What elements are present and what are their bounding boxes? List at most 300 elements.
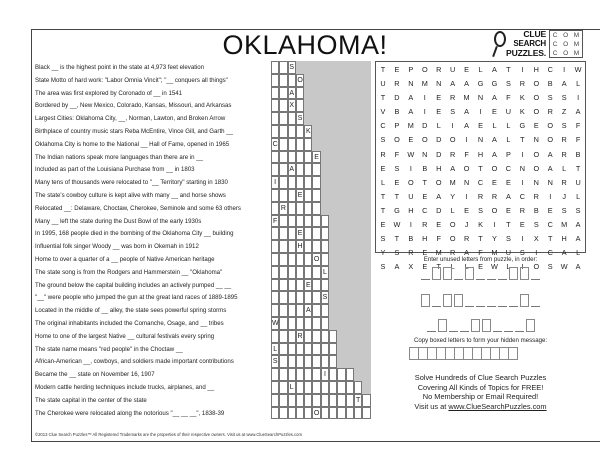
word-search-letter[interactable]: I xyxy=(493,220,496,230)
crossword-cell[interactable] xyxy=(279,61,287,74)
boxed-letter-input[interactable] xyxy=(438,319,447,332)
crossword-cell[interactable] xyxy=(296,151,304,164)
crossword-cell[interactable] xyxy=(329,407,337,420)
word-search-letter[interactable]: L xyxy=(464,262,469,272)
word-search-letter[interactable]: C xyxy=(519,191,525,201)
crossword-cell[interactable] xyxy=(279,151,287,164)
crossword-cell[interactable] xyxy=(279,125,287,138)
word-search-letter[interactable]: U xyxy=(380,79,386,89)
word-search-letter[interactable]: D xyxy=(436,205,442,215)
word-search-letter[interactable]: R xyxy=(436,65,442,74)
word-search-letter[interactable]: T xyxy=(506,220,511,230)
crossword-cell[interactable] xyxy=(279,74,287,87)
word-search-letter[interactable]: S xyxy=(547,262,553,272)
word-search-letter[interactable]: M xyxy=(407,121,414,131)
word-search-letter[interactable]: I xyxy=(535,248,538,258)
crossword-cell[interactable]: T xyxy=(354,394,362,407)
crossword-cell[interactable] xyxy=(271,227,279,240)
clue-search-logo[interactable] xyxy=(494,30,586,60)
word-search-letter[interactable]: A xyxy=(492,93,497,103)
word-search-letter[interactable]: O xyxy=(449,135,456,145)
word-search-letter[interactable]: A xyxy=(575,262,581,272)
crossword-cell[interactable] xyxy=(296,343,304,356)
crossword-cell[interactable] xyxy=(346,394,354,407)
crossword-cell[interactable] xyxy=(288,266,296,279)
crossword-cell[interactable] xyxy=(321,240,329,253)
word-search-letter[interactable]: A xyxy=(464,79,470,89)
word-search-letter[interactable]: F xyxy=(575,135,581,145)
word-search-letter[interactable]: H xyxy=(408,205,414,215)
word-search-letter[interactable]: I xyxy=(409,163,412,173)
word-search-letter[interactable]: C xyxy=(547,65,553,74)
word-search-letter[interactable]: D xyxy=(422,121,428,131)
crossword-cell[interactable] xyxy=(288,176,296,189)
word-search-letter[interactable]: K xyxy=(519,107,525,117)
crossword-cell[interactable] xyxy=(288,151,296,164)
word-search-letter[interactable]: T xyxy=(380,191,386,201)
crossword-cell[interactable] xyxy=(362,394,370,407)
word-search-letter[interactable]: S xyxy=(478,205,483,215)
word-search-letter[interactable]: O xyxy=(533,93,540,103)
word-search-letter[interactable]: R xyxy=(394,79,400,89)
crossword-cell[interactable]: H xyxy=(296,240,304,253)
crossword-cell[interactable]: O xyxy=(296,74,304,87)
crossword-cell[interactable] xyxy=(296,407,304,420)
crossword-cell[interactable]: X xyxy=(288,99,296,112)
word-search-letter[interactable]: R xyxy=(561,135,567,145)
word-search-letter[interactable]: S xyxy=(561,205,567,215)
word-search-letter[interactable]: H xyxy=(561,234,567,244)
word-search-letter[interactable]: A xyxy=(408,107,414,117)
word-search-letter[interactable]: Y xyxy=(492,234,497,244)
crossword-cell[interactable] xyxy=(354,407,362,420)
crossword-cell[interactable] xyxy=(296,138,304,151)
letter-blank-input[interactable] xyxy=(465,294,474,307)
crossword-cell[interactable] xyxy=(312,381,320,394)
word-search-letter[interactable]: I xyxy=(423,107,426,117)
word-search-letter[interactable]: O xyxy=(394,135,400,145)
letter-blank-input[interactable] xyxy=(421,267,430,280)
word-search-letter[interactable]: E xyxy=(408,135,414,145)
crossword-cell[interactable] xyxy=(279,87,287,100)
word-search-letter[interactable]: O xyxy=(533,107,540,117)
boxed-letter-input[interactable] xyxy=(520,267,529,280)
word-search-letter[interactable]: A xyxy=(450,163,456,173)
crossword-cell[interactable] xyxy=(321,394,329,407)
word-search-letter[interactable]: G xyxy=(477,79,484,89)
crossword-cell[interactable] xyxy=(321,279,329,292)
crossword-cell[interactable] xyxy=(304,266,312,279)
word-search-letter[interactable]: F xyxy=(464,149,469,159)
crossword-cell[interactable]: A xyxy=(304,304,312,317)
crossword-cell[interactable] xyxy=(321,227,329,240)
word-search-letter[interactable]: I xyxy=(521,65,524,74)
word-search-letter[interactable]: A xyxy=(547,163,553,173)
crossword-cell[interactable] xyxy=(296,125,304,138)
crossword-cell[interactable] xyxy=(329,381,337,394)
crossword-cell[interactable] xyxy=(296,355,304,368)
word-search-letter[interactable]: E xyxy=(492,177,497,187)
crossword-cell[interactable] xyxy=(329,330,337,343)
crossword-cell[interactable] xyxy=(312,330,320,343)
crossword-cell[interactable] xyxy=(288,368,296,381)
word-search-letter[interactable]: S xyxy=(519,248,525,258)
word-search-letter[interactable]: F xyxy=(506,93,511,103)
word-search-letter[interactable]: A xyxy=(561,79,567,89)
word-search-letter[interactable]: H xyxy=(422,234,428,244)
crossword-cell[interactable] xyxy=(312,240,320,253)
word-search-letter[interactable]: E xyxy=(394,177,400,187)
word-search-letter[interactable]: O xyxy=(533,149,540,159)
crossword-cell[interactable] xyxy=(304,407,312,420)
crossword-cell[interactable] xyxy=(329,368,337,381)
crossword-cell[interactable] xyxy=(279,253,287,266)
crossword-cell[interactable] xyxy=(279,304,287,317)
crossword-cell[interactable] xyxy=(279,330,287,343)
word-search-letter[interactable]: O xyxy=(463,163,470,173)
word-search-letter[interactable]: S xyxy=(575,205,581,215)
crossword-cell[interactable] xyxy=(279,227,287,240)
word-search-letter[interactable]: E xyxy=(505,205,511,215)
crossword-cell[interactable] xyxy=(288,291,296,304)
word-search-letter[interactable]: E xyxy=(436,93,442,103)
word-search-letter[interactable]: N xyxy=(533,177,539,187)
boxed-letter-input[interactable] xyxy=(465,267,474,280)
crossword-cell[interactable] xyxy=(271,189,279,202)
word-search-letter[interactable]: V xyxy=(380,107,386,117)
crossword-cell[interactable] xyxy=(288,279,296,292)
word-search-letter[interactable]: S xyxy=(505,79,511,89)
word-search-letter[interactable]: R xyxy=(463,234,470,244)
letter-blank-input[interactable] xyxy=(498,294,507,307)
website-link[interactable]: www.ClueSearchPuzzles.com xyxy=(448,401,547,411)
word-search-letter[interactable]: P xyxy=(394,121,400,131)
crossword-cell[interactable] xyxy=(279,138,287,151)
word-search-letter[interactable]: R xyxy=(450,149,456,159)
word-search-letter[interactable]: N xyxy=(436,79,442,89)
letter-blank-input[interactable] xyxy=(515,319,524,332)
word-search-letter[interactable]: E xyxy=(394,65,400,74)
crossword-cell[interactable] xyxy=(321,407,329,420)
crossword-cell[interactable] xyxy=(296,253,304,266)
word-search-letter[interactable]: R xyxy=(561,177,567,187)
word-search-letter[interactable]: R xyxy=(519,205,525,215)
word-search-letter[interactable]: S xyxy=(380,262,386,272)
word-search-letter[interactable]: I xyxy=(451,121,454,131)
word-search-letter[interactable]: M xyxy=(491,248,498,258)
crossword-cell[interactable] xyxy=(296,381,304,394)
crossword-cell[interactable] xyxy=(288,125,296,138)
crossword-cell[interactable] xyxy=(312,317,320,330)
letter-blank-input[interactable] xyxy=(460,319,469,332)
word-search-letter[interactable]: N xyxy=(477,93,484,103)
crossword-cell[interactable] xyxy=(288,138,296,151)
crossword-cell[interactable]: A xyxy=(288,163,296,176)
word-search-letter[interactable]: S xyxy=(561,93,567,103)
word-search-letter[interactable]: T xyxy=(394,234,400,244)
word-search-letter[interactable]: L xyxy=(576,248,581,258)
crossword-cell[interactable] xyxy=(279,112,287,125)
crossword-cell[interactable] xyxy=(271,266,279,279)
word-search-letter[interactable]: E xyxy=(380,220,386,230)
word-search-letter[interactable]: F xyxy=(575,121,581,131)
word-search-letter[interactable]: R xyxy=(422,220,428,230)
crossword-cell[interactable] xyxy=(279,215,287,228)
word-search-letter[interactable]: K xyxy=(478,220,483,230)
crossword-cell[interactable] xyxy=(312,394,320,407)
crossword-cell[interactable] xyxy=(346,407,354,420)
boxed-letter-input[interactable] xyxy=(443,294,452,307)
crossword-cell[interactable] xyxy=(312,202,320,215)
word-search-letter[interactable]: E xyxy=(422,248,428,258)
crossword-cell[interactable] xyxy=(279,291,287,304)
crossword-cell[interactable] xyxy=(329,394,337,407)
word-search-letter[interactable]: N xyxy=(533,135,539,145)
crossword-cell[interactable] xyxy=(304,355,312,368)
word-search-letter[interactable]: A xyxy=(492,135,497,145)
crossword-cell[interactable]: F xyxy=(271,215,279,228)
letter-blank-input[interactable] xyxy=(476,294,485,307)
crossword-cell[interactable] xyxy=(304,138,312,151)
word-search-letter[interactable]: E xyxy=(478,262,483,272)
word-search-letter[interactable]: T xyxy=(380,205,386,215)
word-search-letter[interactable]: X xyxy=(533,234,539,244)
crossword-cell[interactable]: S xyxy=(271,355,279,368)
word-search-letter[interactable]: E xyxy=(505,177,511,187)
word-search-letter[interactable]: N xyxy=(463,177,470,187)
crossword-cell[interactable] xyxy=(271,87,279,100)
word-search-letter[interactable]: M xyxy=(463,93,470,103)
crossword-cell[interactable]: S xyxy=(288,61,296,74)
word-search-letter[interactable]: B xyxy=(547,79,553,89)
word-search-letter[interactable]: O xyxy=(408,177,414,187)
word-search-letter[interactable]: A xyxy=(464,248,470,258)
crossword-cell[interactable] xyxy=(288,407,296,420)
crossword-cell[interactable] xyxy=(362,407,370,420)
crossword-cell[interactable] xyxy=(288,253,296,266)
boxed-letter-input[interactable] xyxy=(421,294,430,307)
crossword-cell[interactable] xyxy=(337,407,345,420)
letter-blank-input[interactable] xyxy=(432,294,441,307)
word-search-letter[interactable]: C xyxy=(380,121,386,131)
crossword-cell[interactable] xyxy=(296,304,304,317)
word-search-letter[interactable]: I xyxy=(563,65,566,74)
word-search-letter[interactable]: A xyxy=(436,191,442,201)
word-search-letter[interactable]: N xyxy=(477,135,484,145)
letter-blank-input[interactable] xyxy=(531,294,540,307)
crossword-cell[interactable] xyxy=(346,381,354,394)
word-search-letter[interactable]: B xyxy=(533,205,539,215)
word-search-letter[interactable]: H xyxy=(533,65,539,74)
crossword-cell[interactable] xyxy=(296,163,304,176)
crossword-cell[interactable] xyxy=(329,355,337,368)
crossword-cell[interactable] xyxy=(321,253,329,266)
word-search-letter[interactable]: E xyxy=(464,205,470,215)
word-search-letter[interactable]: T xyxy=(520,135,525,145)
crossword-cell[interactable]: L xyxy=(321,266,329,279)
word-search-letter[interactable]: E xyxy=(519,220,525,230)
word-search-letter[interactable]: R xyxy=(380,149,386,159)
word-search-letter[interactable]: R xyxy=(450,93,456,103)
word-search-letter[interactable]: A xyxy=(464,107,470,117)
crossword-cell[interactable]: W xyxy=(271,317,279,330)
boxed-letter-input[interactable] xyxy=(432,267,441,280)
crossword-cell[interactable] xyxy=(271,61,279,74)
word-search-letter[interactable]: A xyxy=(505,191,511,201)
crossword-cell[interactable] xyxy=(279,176,287,189)
word-search-letter[interactable]: F xyxy=(394,149,400,159)
crossword-cell[interactable] xyxy=(296,394,304,407)
word-search-letter[interactable]: H xyxy=(477,149,484,159)
word-search-letter[interactable]: E xyxy=(533,121,539,131)
crossword-cell[interactable] xyxy=(288,227,296,240)
crossword-cell[interactable] xyxy=(279,355,287,368)
crossword-cell[interactable] xyxy=(321,215,329,228)
crossword-cell[interactable] xyxy=(271,330,279,343)
word-search-letter[interactable]: M xyxy=(421,79,428,89)
crossword-cell[interactable] xyxy=(271,74,279,87)
word-search-letter[interactable]: A xyxy=(492,149,497,159)
word-search-letter[interactable]: B xyxy=(408,234,414,244)
crossword-cell[interactable] xyxy=(279,343,287,356)
word-search-letter[interactable]: C xyxy=(505,163,512,173)
crossword-cell[interactable] xyxy=(312,355,320,368)
word-search-letter[interactable]: A xyxy=(492,65,497,74)
word-search-letter[interactable]: B xyxy=(575,149,581,159)
word-search-letter[interactable]: A xyxy=(408,93,414,103)
word-search-letter[interactable]: U xyxy=(505,248,512,258)
crossword-cell[interactable] xyxy=(321,381,329,394)
word-search-letter[interactable]: O xyxy=(491,163,498,173)
boxed-letter-input[interactable] xyxy=(482,319,491,332)
word-search-letter[interactable]: T xyxy=(506,65,511,74)
word-search-letter[interactable]: S xyxy=(394,163,400,173)
crossword-cell[interactable] xyxy=(271,279,279,292)
crossword-cell[interactable] xyxy=(312,176,320,189)
word-search-letter[interactable]: O xyxy=(449,220,456,230)
crossword-cell[interactable]: R xyxy=(279,202,287,215)
crossword-cell[interactable] xyxy=(304,189,312,202)
boxed-letter-input[interactable] xyxy=(454,294,463,307)
crossword-cell[interactable]: R xyxy=(296,330,304,343)
crossword-cell[interactable] xyxy=(296,317,304,330)
word-search-letter[interactable]: T xyxy=(380,93,386,103)
word-search-letter[interactable]: O xyxy=(547,135,554,145)
word-search-letter[interactable]: L xyxy=(478,65,483,74)
crossword-cell[interactable]: O xyxy=(312,407,320,420)
crossword-cell[interactable] xyxy=(288,189,296,202)
crossword-cell[interactable] xyxy=(296,176,304,189)
boxed-letter-input[interactable] xyxy=(526,319,535,332)
crossword-cell[interactable] xyxy=(321,343,329,356)
word-search-letter[interactable]: C xyxy=(477,177,484,187)
word-search-letter[interactable]: E xyxy=(436,220,442,230)
word-search-letter[interactable]: A xyxy=(547,149,553,159)
crossword-cell[interactable] xyxy=(304,291,312,304)
crossword-cell[interactable] xyxy=(288,355,296,368)
word-search-letter[interactable]: L xyxy=(562,163,567,173)
crossword-cell[interactable]: S xyxy=(321,291,329,304)
crossword-cell[interactable] xyxy=(304,176,312,189)
word-search-letter[interactable]: S xyxy=(561,121,567,131)
crossword-cell[interactable]: I xyxy=(321,368,329,381)
word-search-letter[interactable]: O xyxy=(421,65,428,74)
crossword-cell[interactable] xyxy=(279,368,287,381)
crossword-cell[interactable] xyxy=(312,189,320,202)
crossword-cell[interactable] xyxy=(312,343,320,356)
crossword-cell[interactable] xyxy=(296,291,304,304)
word-search-letter[interactable]: I xyxy=(521,177,524,187)
crossword-cell[interactable] xyxy=(279,394,287,407)
crossword-cell[interactable]: K xyxy=(304,125,312,138)
word-search-letter[interactable]: S xyxy=(450,107,456,117)
crossword-cell[interactable] xyxy=(304,227,312,240)
word-search-letter[interactable]: O xyxy=(547,121,554,131)
crossword-cell[interactable] xyxy=(288,343,296,356)
word-search-letter[interactable]: O xyxy=(449,234,456,244)
word-search-letter[interactable]: E xyxy=(492,107,497,117)
word-search-letter[interactable]: W xyxy=(393,220,401,230)
word-search-letter[interactable]: E xyxy=(478,121,483,131)
crossword-cell[interactable] xyxy=(279,407,287,420)
crossword-cell[interactable] xyxy=(279,317,287,330)
crossword-cell[interactable] xyxy=(271,99,279,112)
word-search-letter[interactable]: T xyxy=(436,262,441,272)
crossword-cell[interactable] xyxy=(304,330,312,343)
crossword-cell[interactable] xyxy=(288,215,296,228)
crossword-cell[interactable] xyxy=(337,381,345,394)
crossword-cell[interactable] xyxy=(271,304,279,317)
word-search-letter[interactable]: I xyxy=(521,149,524,159)
crossword-cell[interactable]: A xyxy=(288,87,296,100)
letter-blank-input[interactable] xyxy=(427,319,436,332)
word-search-letter[interactable]: G xyxy=(491,79,498,89)
crossword-cell[interactable] xyxy=(296,215,304,228)
crossword-cell[interactable] xyxy=(312,291,320,304)
word-search-letter[interactable]: S xyxy=(505,234,511,244)
crossword-cell[interactable] xyxy=(312,215,320,228)
word-search-letter[interactable]: P xyxy=(505,149,511,159)
crossword-cell[interactable]: E xyxy=(312,151,320,164)
crossword-cell[interactable] xyxy=(279,163,287,176)
crossword-cell[interactable]: C xyxy=(271,138,279,151)
word-search-letter[interactable]: G xyxy=(394,205,400,215)
crossword-cell[interactable] xyxy=(288,394,296,407)
letter-blank-input[interactable] xyxy=(509,294,518,307)
word-search-letter[interactable]: D xyxy=(436,149,442,159)
word-search-letter[interactable]: S xyxy=(394,248,400,258)
word-search-letter[interactable]: O xyxy=(491,205,498,215)
word-search-letter[interactable]: S xyxy=(380,135,386,145)
word-search-letter[interactable]: I xyxy=(409,220,412,230)
word-search-letter[interactable]: Y xyxy=(380,248,386,258)
word-search-letter[interactable]: Y xyxy=(450,191,456,201)
word-search-letter[interactable]: B xyxy=(422,163,428,173)
word-search-letter[interactable]: E xyxy=(422,191,428,201)
crossword-cell[interactable] xyxy=(288,317,296,330)
word-search-letter[interactable]: A xyxy=(450,79,456,89)
word-search-letter[interactable]: N xyxy=(408,79,414,89)
word-search-letter[interactable]: R xyxy=(519,79,525,89)
word-search-letter[interactable]: A xyxy=(575,234,581,244)
word-search-letter[interactable]: I xyxy=(577,93,580,103)
word-search-letter[interactable]: L xyxy=(506,121,511,131)
crossword-cell[interactable] xyxy=(279,99,287,112)
crossword-cell[interactable] xyxy=(312,279,320,292)
letter-blank-input[interactable] xyxy=(493,319,502,332)
letter-blank-input[interactable] xyxy=(498,267,507,280)
crossword-cell[interactable] xyxy=(312,227,320,240)
